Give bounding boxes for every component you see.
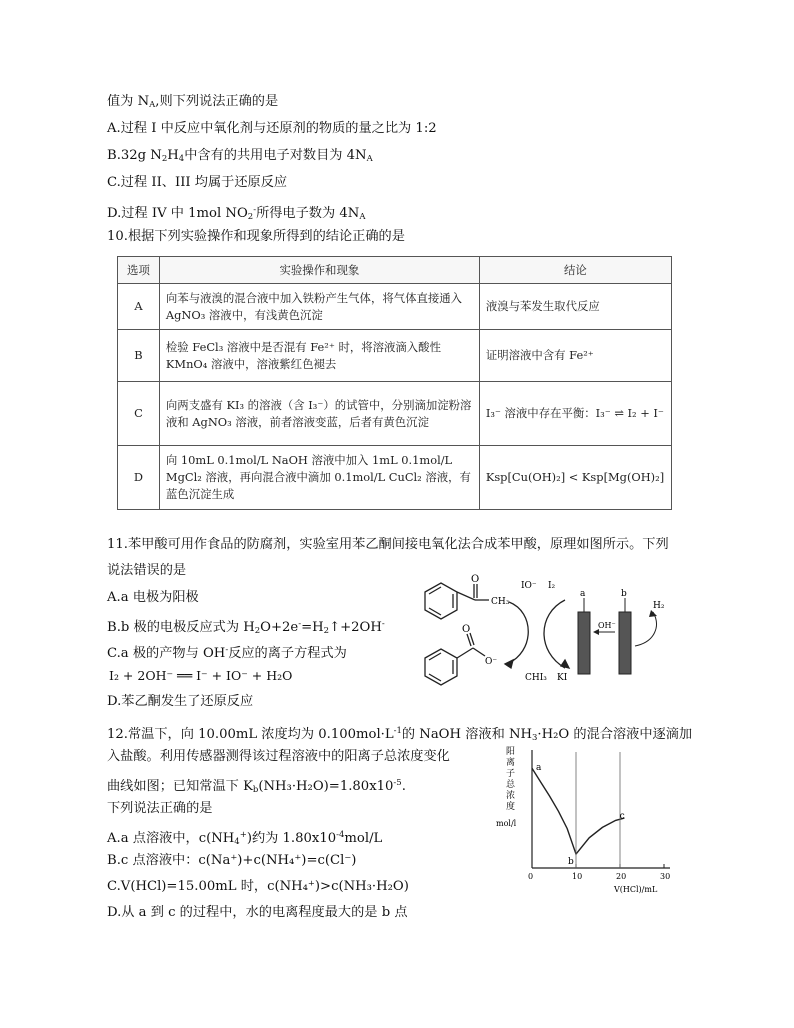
x-tick-label: 0 <box>528 872 534 881</box>
q12-stem-line4: 下列说法正确的是 <box>107 801 213 816</box>
point-label-c: c <box>619 811 625 822</box>
table-row <box>118 382 672 446</box>
electrode-b <box>619 612 631 674</box>
acetophenone-structure <box>425 583 489 619</box>
q12-option-d: D.从 a 到 c 的过程中，水的电离程度最大的是 b 点 <box>107 905 408 920</box>
point-label-a: a <box>536 763 542 774</box>
row-label: D <box>118 446 160 510</box>
y-label-char: 度 <box>506 802 516 812</box>
experiment-table <box>117 256 672 510</box>
q12-option-a: A.a 点溶液中，$c(NH_4^+)$约为 $1.80x10^{-4}mol/L$ <box>107 830 383 847</box>
q11-option-d: D.苯乙酮发生了还原反应 <box>107 694 254 709</box>
point-label-b: b <box>568 857 574 868</box>
q11-equation: I₂ + 2OH⁻ ══ I⁻ + IO⁻ + H₂O <box>109 668 293 683</box>
ch3-label: CH₃ <box>491 597 510 607</box>
row-conclusion: 证明溶液中含有 Fe²⁺ <box>479 330 671 382</box>
y-label-char: 阳 <box>506 747 516 757</box>
header-option: 选项 <box>118 257 160 284</box>
x-axis-label: V(HCl)/mL <box>614 885 658 894</box>
y-label-char: 子 <box>506 769 516 779</box>
cation-concentration-chart <box>496 742 676 894</box>
q12-option-c: C.V(HCl)=15.00mL 时，c(NH₄⁺)>c(NH₃·H₂O) <box>107 879 409 894</box>
electrolysis-diagram <box>405 572 695 694</box>
oh-minus-label: OH⁻ <box>598 621 616 630</box>
h2-label: H₂ <box>653 601 665 611</box>
q12-stem-line2: 入盐酸。利用传感器测得该过程溶液中的阳离子总浓度变化 <box>107 749 450 764</box>
table-header-row <box>118 257 672 284</box>
x-tick-label: 20 <box>616 872 627 881</box>
io-minus-label: IO⁻ <box>521 581 537 591</box>
y-label-char: 总 <box>506 780 516 790</box>
benzoate-o-label: O <box>462 624 471 635</box>
q9-option-b: B.32g $N_2H_4$中含有的共用电子对数目为 $4N_A$ <box>107 148 373 164</box>
q11-option-a: A.a 电极为阳极 <box>107 590 199 605</box>
electrode-a-label: a <box>580 589 586 599</box>
q11-stem-line2: 说法错误的是 <box>107 563 187 578</box>
q9-option-c: C.过程 II、III 均属于还原反应 <box>107 175 288 190</box>
row-operation: 向两支盛有 KI₃ 的溶液（含 I₃⁻）的试管中，分别滴加淀粉溶液和 AgNO₃ 溶液，前者溶液变蓝，后者有黄色沉淀 <box>159 382 479 446</box>
cation-curve <box>532 768 624 854</box>
i2-label: I₂ <box>548 581 556 591</box>
q11-option-c: C.a 极的产物与 OH-反应的离子方程式为 <box>107 645 347 661</box>
q10-stem: 10.根据下列实验操作和现象所得到的结论正确的是 <box>107 229 405 244</box>
q9-option-a: A.过程 I 中反应中氧化剂与还原剂的物质的量之比为 1:2 <box>107 121 437 136</box>
q11-option-b: B.b 极的电极反应式为 $H_2O+2e^-=H_2↑+2OH^-$ <box>107 619 385 636</box>
header-operation: 实验操作和现象 <box>159 257 479 284</box>
chi3-label: CHI₃ <box>525 673 547 683</box>
q12-stem-line1: 12.常温下，向 10.00mL 浓度均为 $0.100mol\cdot L^{-1}$的 NaOH 溶液和 $NH_3\cdot H_2O$ 的混合溶液中逐滴加 <box>107 726 693 743</box>
row-label: B <box>118 330 160 382</box>
q12-stem-line3: 曲线如图；已知常温下 $K_b(NH_3\cdot H_2O)=1.80x10^{-5}$. <box>107 778 406 795</box>
y-unit-label: mol/l <box>496 819 517 828</box>
q9-stem: 值为 $N_A$,则下列说法正确的是 <box>107 94 279 110</box>
q9-option-d: D.过程 IV 中 1mol $NO_2^-$所得电子数为 $4N_A$ <box>107 205 366 222</box>
row-conclusion: I₃⁻ 溶液中存在平衡：I₃⁻ ⇌ I₂ + I⁻ <box>479 382 671 446</box>
q12-option-b: B.c 点溶液中：c(Na⁺)+c(NH₄⁺)=c(Cl⁻) <box>107 853 357 868</box>
q11-stem-line1: 11.苯甲酸可用作食品的防腐剂，实验室用苯乙酮间接电氧化法合成苯甲酸，原理如图所示。下列 <box>107 537 669 552</box>
reaction-arrows <box>505 600 569 668</box>
benzoate-structure <box>425 633 485 685</box>
benzoate-ominus-label: O⁻ <box>485 657 498 667</box>
row-operation: 检验 FeCl₃ 溶液中是否混有 Fe²⁺ 时，将溶液滴入酸性 KMnO₄ 溶液中，溶液紫红色褪去 <box>159 330 479 382</box>
table-row <box>118 330 672 382</box>
carbonyl-o-label: O <box>471 574 480 585</box>
y-label-char: 离 <box>506 758 516 768</box>
row-conclusion: Ksp[Cu(OH)₂] < Ksp[Mg(OH)₂] <box>479 446 671 510</box>
y-label-char: 浓 <box>506 791 516 801</box>
electrode-b-label: b <box>621 589 627 599</box>
electrode-a <box>578 612 590 674</box>
table-row <box>118 446 672 510</box>
header-conclusion: 结论 <box>479 257 671 284</box>
row-operation: 向 10mL 0.1mol/L NaOH 溶液中加入 1mL 0.1mol/L MgCl₂ 溶液，再向混合液中滴加 0.1mol/L CuCl₂ 溶液，有蓝色沉淀生成 <box>159 446 479 510</box>
ki-label: KI <box>557 673 568 683</box>
row-conclusion: 液溴与苯发生取代反应 <box>479 284 671 330</box>
table-row <box>118 284 672 330</box>
x-tick-label: 10 <box>572 872 583 881</box>
row-label: C <box>118 382 160 446</box>
row-operation: 向苯与液溴的混合液中加入铁粉产生气体，将气体直接通入 AgNO₃ 溶液中，有浅黄色沉淀 <box>159 284 479 330</box>
x-tick-label: 30 <box>660 872 671 881</box>
y-axis-label <box>506 746 516 812</box>
row-label: A <box>118 284 160 330</box>
